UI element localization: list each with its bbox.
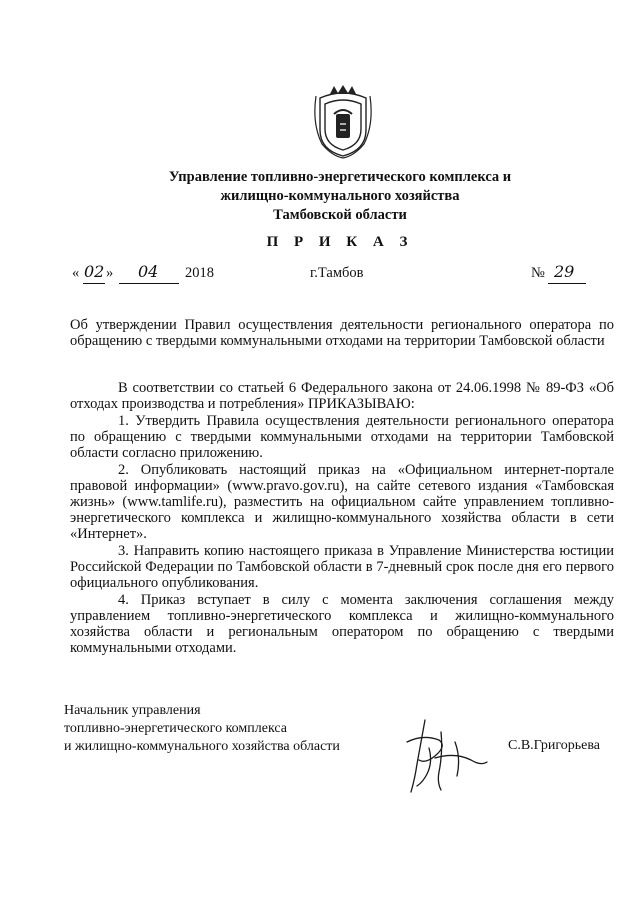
day-underline: [83, 283, 105, 284]
signatory-name: С.В.Григорьева: [508, 738, 601, 753]
signatory-title: [64, 702, 424, 756]
number-underline: [548, 283, 586, 284]
city: г.Тамбов: [310, 265, 364, 281]
date-close-quote: »: [106, 265, 114, 281]
order-body: [70, 380, 614, 657]
signatory-title-line-3: и жилищно-коммунального хозяйства области: [64, 739, 340, 754]
coat-of-arms-emblem: [312, 84, 374, 160]
org-name-line-2: жилищно-коммунального хозяйства: [220, 188, 460, 204]
paragraph-item-3: 3. Направить копию настоящего приказа в Управление Министерства юстиции Российской Федерации по Тамбовской области в 7-дневный срок после дня его первого официального опубликования.: [70, 543, 614, 591]
paragraph-item-2: 2. Опубликовать настоящий приказ на «Официальном интернет-портале правовой информации» (www.pravo.gov.ru), на сайте сетевого издания «Тамбовская жизнь» (www.tamlife.ru), разместить на официальном сайте управлением топливно-энергетического комплекса и жилищно-коммунального хозяйства области в сети «Интернет».: [70, 462, 614, 542]
paragraph-preamble: В соответствии со статьей 6 Федерального закона от 24.06.1998 № 89-ФЗ «Об отходах производства и потребления» ПРИКАЗЫВАЮ:: [70, 380, 614, 412]
signatory-title-line-2: топливно-энергетического комплекса: [64, 721, 287, 736]
order-subject: Об утверждении Правил осуществления деятельности регионального оператора по обращению с твердыми коммунальными отходами на территории Тамбовской области: [70, 317, 614, 349]
order-number-label: №: [531, 265, 545, 281]
order-title: П Р И К А З: [266, 234, 414, 250]
month-underline: [119, 283, 179, 284]
paragraph-item-4: 4. Приказ вступает в силу с момента заключения соглашения между управлением топливно-энергетического комплекса и жилищно-коммунального хозяйства области и региональным оператором по обращению с твердыми коммунальными отходами.: [70, 592, 614, 656]
paragraph-item-1: 1. Утвердить Правила осуществления деятельности регионального оператора по обращению с твердыми коммунальными отходами на территории Тамбовской области согласно приложению.: [70, 413, 614, 461]
date-open-quote: «: [72, 265, 80, 281]
date-year: 2018: [185, 265, 214, 281]
org-name-line-1: Управление топливно-энергетического комплекса и: [168, 169, 512, 185]
signatory-title-line-1: Начальник управления: [64, 703, 201, 718]
date-month: 04: [138, 262, 159, 281]
org-name-line-3: Тамбовской области: [273, 207, 407, 223]
handwritten-signature: [395, 712, 505, 802]
date-number-line: [72, 262, 592, 289]
order-number: 29: [554, 262, 575, 281]
date-day: 02: [84, 262, 105, 281]
